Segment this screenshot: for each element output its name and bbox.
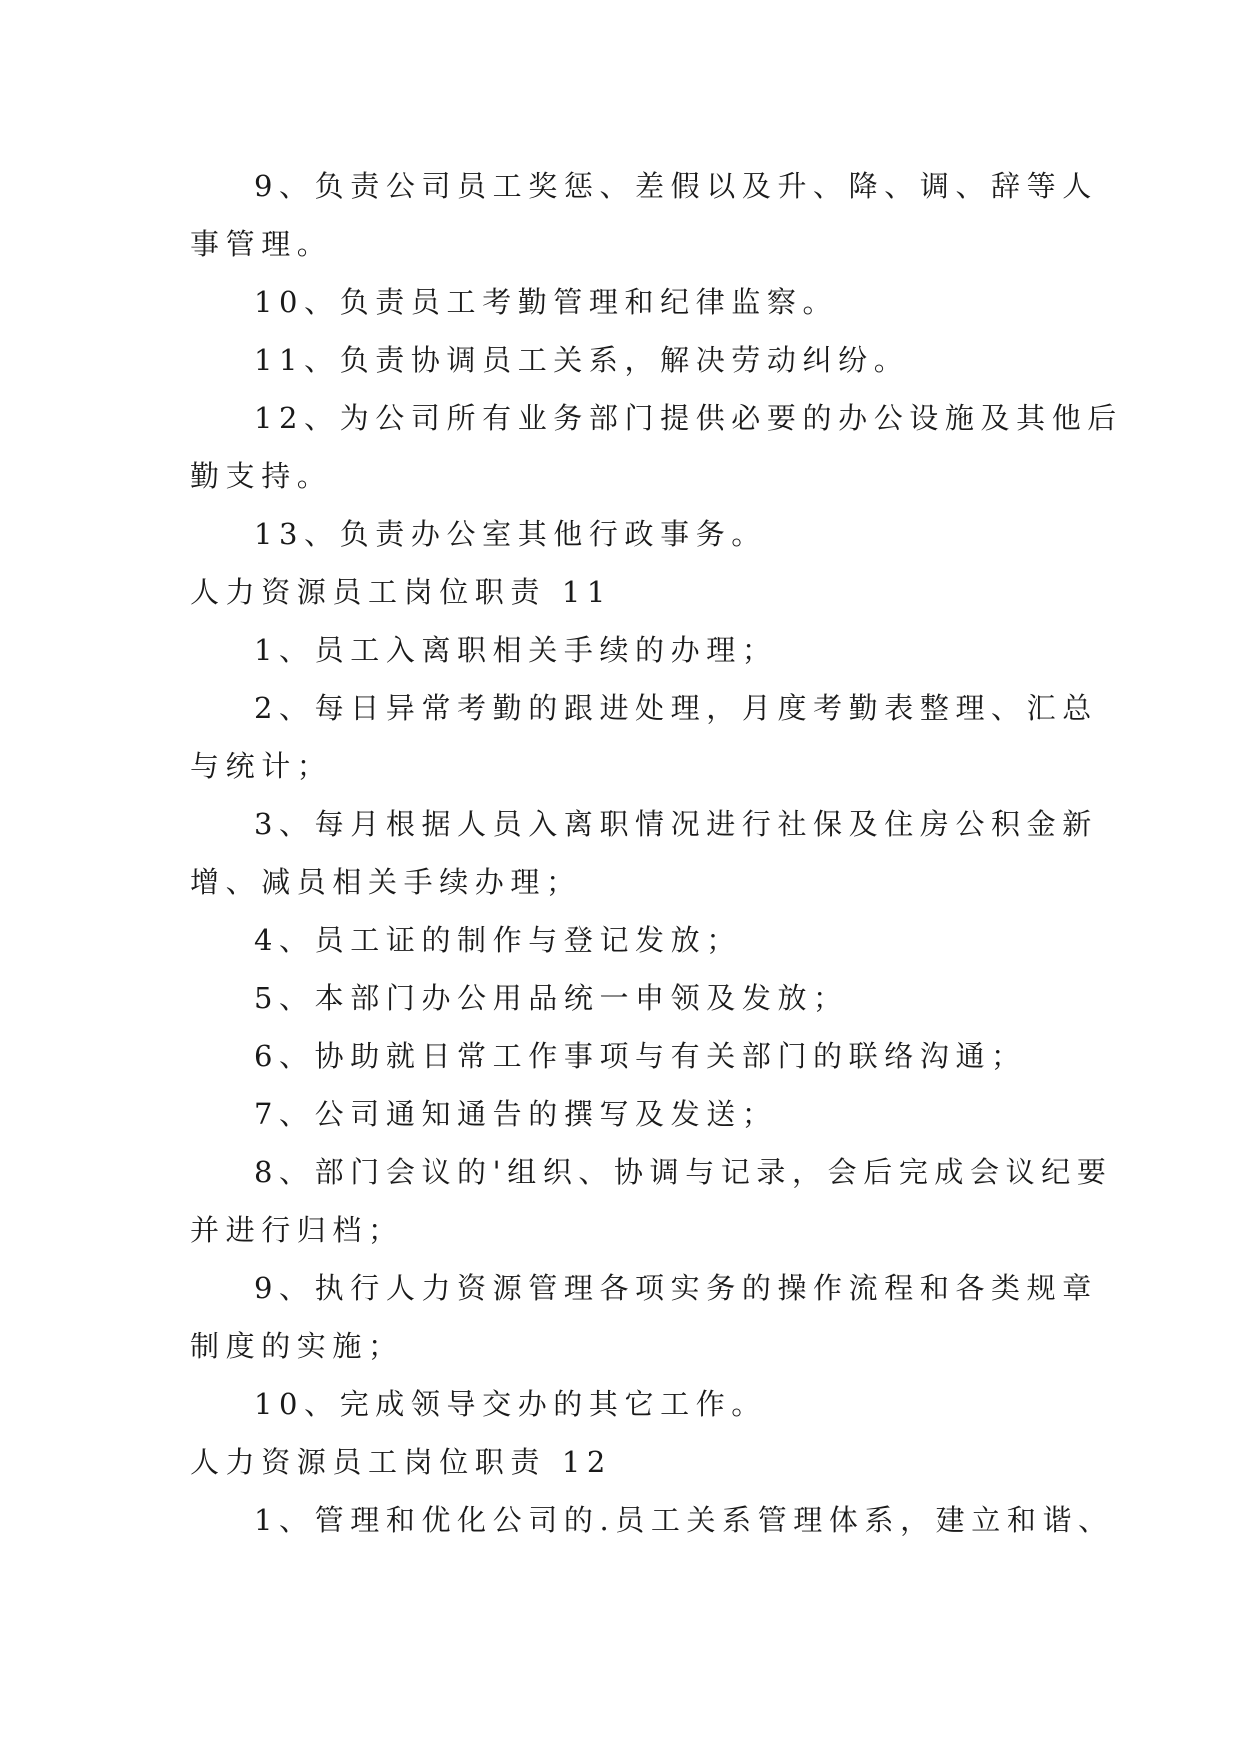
section-heading: 人力资源员工岗位职责 12 [190,1445,612,1479]
paragraph-line: 8、部门会议的'组织、协调与记录，会后完成会议纪要 [254,1155,1113,1189]
paragraph-line: 事管理。 [190,227,333,261]
paragraph-line: 2、每日异常考勤的跟进处理，月度考勤表整理、汇总 [254,691,1098,725]
paragraph-line: 并进行归档； [190,1213,404,1247]
paragraph-line: 3、每月根据人员入离职情况进行社保及住房公积金新 [254,807,1098,841]
paragraph-line: 与统计； [190,749,333,783]
paragraph-line: 勤支持。 [190,459,333,493]
paragraph-line: 7、公司通知通告的撰写及发送； [254,1097,778,1131]
section-heading: 人力资源员工岗位职责 11 [190,575,612,609]
paragraph-line: 5、本部门办公用品统一申领及发放； [254,981,849,1015]
paragraph-line: 13、负责办公室其他行政事务。 [254,517,767,551]
paragraph-line: 1、员工入离职相关手续的办理； [254,633,778,667]
paragraph-line: 增、减员相关手续办理； [190,865,582,899]
paragraph-line: 9、执行人力资源管理各项实务的操作流程和各类规章 [254,1271,1098,1305]
paragraph-line: 10、负责员工考勤管理和纪律监察。 [254,285,839,319]
paragraph-line: 9、负责公司员工奖惩、差假以及升、降、调、辞等人 [254,169,1098,203]
paragraph-line: 10、完成领导交办的其它工作。 [254,1387,767,1421]
paragraph-line: 4、员工证的制作与登记发放； [254,923,742,957]
paragraph-line: 12、为公司所有业务部门提供必要的办公设施及其他后 [254,401,1123,435]
paragraph-line: 制度的实施； [190,1329,404,1363]
paragraph-line: 6、协助就日常工作事项与有关部门的联络沟通； [254,1039,1027,1073]
paragraph-line: 11、负责协调员工关系，解决劳动纠纷。 [254,343,910,377]
paragraph-line: 1、管理和优化公司的.员工关系管理体系，建立和谐、 [254,1503,1114,1537]
